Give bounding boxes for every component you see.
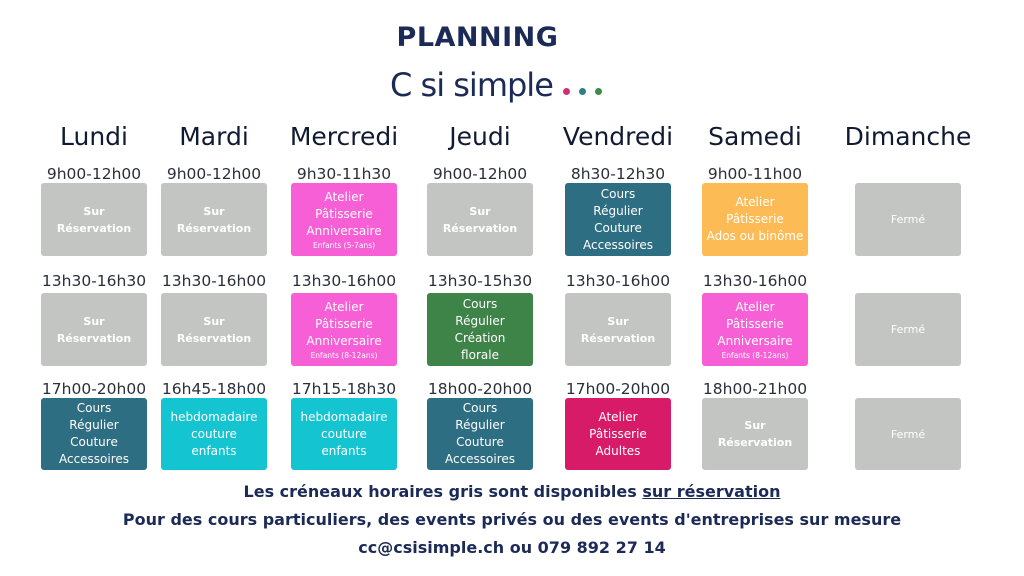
slot-text: Régulier: [69, 418, 119, 432]
slot-text: Accessoires: [58, 452, 130, 466]
slot-text: Réservation: [580, 331, 656, 345]
day-header-vendredi: Vendredi: [562, 122, 674, 151]
slot-text: Atelier: [735, 195, 775, 209]
logo-dot: [579, 88, 586, 95]
slot-text: Accessoires: [444, 452, 516, 466]
day-header-lundi: Lundi: [60, 122, 128, 151]
schedule-slot: [291, 183, 397, 256]
time-label: 13h30-16h00: [161, 272, 267, 290]
schedule-slot: [702, 293, 808, 366]
slot-text: Pâtisserie: [315, 316, 373, 331]
slot-text: Cours: [462, 296, 498, 311]
schedule-slot: [855, 183, 961, 256]
slot-text: Régulier: [455, 418, 505, 432]
schedule-slot: [565, 398, 671, 470]
footer-note: Les créneaux horaires gris sont disponibles: [243, 482, 643, 501]
day-header-mardi: Mardi: [179, 122, 249, 151]
slot-text: Sur: [744, 419, 766, 432]
time-label: 9h00-12h00: [46, 165, 142, 183]
slot-text: Réservation: [442, 221, 518, 235]
footer-line-1: [0, 482, 1024, 501]
slot-text: Sur: [83, 314, 105, 328]
logo-dot: [563, 88, 570, 95]
slot-text: hebdomadaire: [300, 409, 388, 424]
slot-text: Fermé: [890, 427, 926, 441]
slot-text: Fermé: [890, 213, 926, 226]
slot-text: Réservation: [717, 436, 793, 449]
logo-dot: [595, 88, 602, 95]
slot-text: Enfants (8-12ans): [310, 350, 378, 360]
logo-text: C si simple: [390, 66, 553, 104]
slot-text: Réservation: [56, 221, 132, 235]
logo: [390, 66, 602, 104]
time-label: 18h00-21h00: [702, 380, 808, 398]
day-header-samedi: Samedi: [708, 122, 802, 151]
schedule-slot: [427, 293, 533, 366]
day-header-dimanche: Dimanche: [844, 122, 972, 151]
slot-text: hebdomadaire: [170, 409, 258, 424]
time-label: 17h15-18h30: [291, 380, 397, 398]
schedule-slot: [565, 293, 671, 366]
slot-text: Cours: [600, 186, 636, 201]
schedule-slot: [161, 293, 267, 366]
slot-text: Enfants (8-12ans): [721, 350, 789, 360]
time-label: 17h00-20h00: [565, 380, 671, 398]
slot-text: Sur: [83, 204, 105, 218]
time-label: 8h30-12h30: [570, 165, 666, 183]
slot-text: Anniversaire: [306, 223, 382, 238]
schedule-slot: [855, 293, 961, 366]
reservation-link[interactable]: sur réservation: [642, 482, 781, 501]
slot-text: Réservation: [176, 221, 252, 235]
page-title: PLANNING: [396, 22, 559, 53]
slot-text: Sur: [203, 204, 225, 218]
schedule-slot: [702, 398, 808, 470]
slot-text: Ados ou binôme: [706, 229, 804, 243]
schedule-slot: [41, 398, 147, 470]
schedule-slot: [427, 398, 533, 470]
slot-text: couture: [321, 426, 367, 441]
time-label: 13h30-15h30: [427, 272, 533, 290]
time-label: 9h00-12h00: [432, 165, 528, 183]
schedule-slot: [161, 398, 267, 470]
slot-text: Cours: [76, 401, 112, 415]
slot-text: Couture: [70, 435, 118, 449]
slot-text: Réservation: [176, 331, 252, 345]
slot-text: Cours: [462, 401, 498, 415]
slot-text: Adultes: [595, 443, 641, 458]
slot-text: Pâtisserie: [315, 206, 373, 221]
slot-text: Sur: [607, 314, 629, 328]
time-label: 16h45-18h00: [161, 380, 267, 398]
schedule-slot: [291, 293, 397, 366]
time-label: 13h30-16h00: [291, 272, 397, 290]
slot-text: Accessoires: [582, 237, 654, 252]
slot-text: Régulier: [593, 203, 643, 218]
day-header-jeudi: Jeudi: [449, 122, 511, 151]
slot-text: Fermé: [890, 323, 926, 336]
slot-text: Atelier: [598, 409, 638, 424]
slot-text: Atelier: [735, 299, 775, 314]
schedule-slot: [702, 183, 808, 256]
schedule-slot: [855, 398, 961, 470]
day-header-mercredi: Mercredi: [289, 122, 399, 151]
schedule-slot: [161, 183, 267, 256]
schedule-slot: [427, 183, 533, 256]
slot-text: Sur: [469, 204, 491, 218]
time-label: 13h30-16h30: [41, 272, 147, 290]
slot-text: Création: [454, 330, 506, 345]
slot-text: Couture: [594, 220, 642, 235]
slot-text: Régulier: [455, 313, 505, 328]
time-label: 13h30-16h00: [702, 272, 808, 290]
time-label: 13h30-16h00: [565, 272, 671, 290]
slot-text: Atelier: [324, 189, 364, 204]
time-label: 9h00-12h00: [166, 165, 262, 183]
schedule-slot: [291, 398, 397, 470]
slot-text: couture: [191, 426, 237, 441]
time-label: 17h00-20h00: [41, 380, 147, 398]
slot-text: Pâtisserie: [589, 426, 647, 441]
time-label: 9h30-11h30: [296, 165, 392, 183]
slot-text: Enfants (5-7ans): [312, 240, 376, 250]
schedule-slot: [41, 293, 147, 366]
footer-line-2: Pour des cours particuliers, des events privés ou des events d'entreprises sur mesure: [122, 510, 902, 529]
slot-text: Couture: [456, 435, 504, 449]
slot-text: Pâtisserie: [726, 316, 784, 331]
slot-text: Sur: [203, 314, 225, 328]
slot-text: Anniversaire: [306, 333, 382, 348]
slot-text: florale: [461, 347, 499, 362]
slot-text: Atelier: [324, 299, 364, 314]
time-label: 9h00-11h00: [707, 165, 803, 183]
footer-contact: cc@csisimple.ch ou 079 892 27 14: [358, 538, 666, 557]
schedule-slot: [41, 183, 147, 256]
slot-text: Anniversaire: [717, 333, 793, 348]
time-label: 18h00-20h00: [427, 380, 533, 398]
schedule-slot: [565, 183, 671, 256]
slot-text: enfants: [321, 443, 367, 458]
slot-text: Réservation: [56, 331, 132, 345]
logo-dots: [563, 88, 602, 95]
slot-text: enfants: [191, 443, 237, 458]
slot-text: Pâtisserie: [726, 212, 784, 226]
